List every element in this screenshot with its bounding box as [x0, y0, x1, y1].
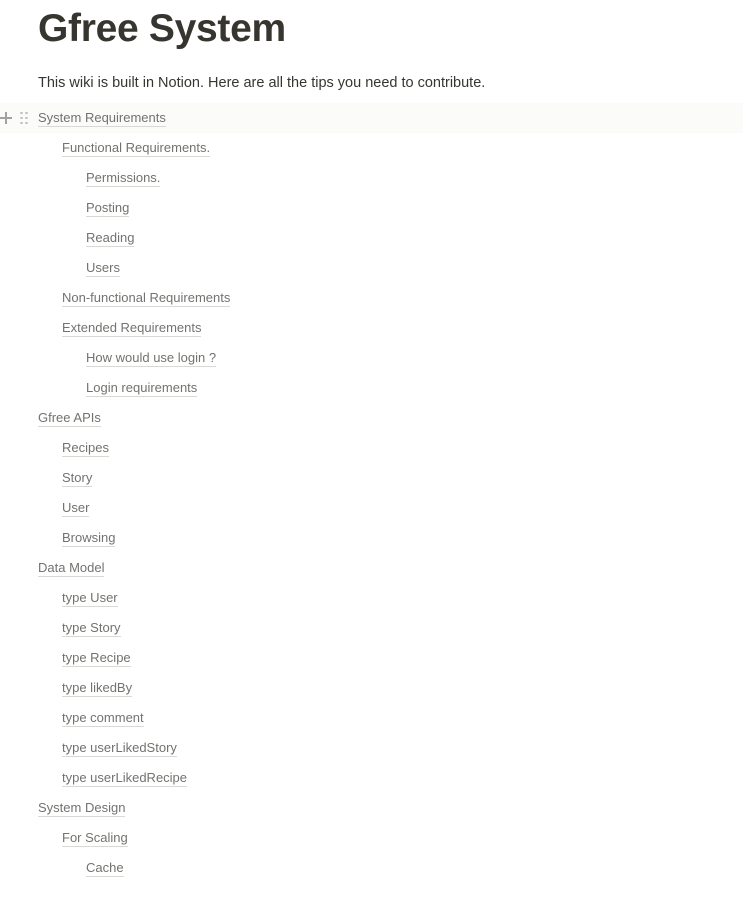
toc-link[interactable] [62, 703, 144, 733]
toc-item [0, 343, 743, 373]
toc-link[interactable] [62, 433, 109, 463]
toc-item [0, 253, 743, 283]
toc-link-label: Permissions. [86, 170, 161, 185]
toc-link-label: Non-functional Requirements [62, 290, 231, 305]
toc-link[interactable] [62, 523, 115, 553]
toc-link[interactable] [38, 403, 101, 433]
toc-link[interactable] [62, 733, 177, 763]
toc-item [0, 193, 743, 223]
toc-link-label: Recipes [62, 440, 109, 455]
toc-link-label: type User [62, 590, 118, 605]
toc-link-label: Cache [86, 860, 124, 875]
toc-link-label: Reading [86, 230, 135, 245]
toc-item [0, 703, 743, 733]
table-of-contents [0, 103, 743, 883]
toc-link-label: User [62, 500, 90, 515]
toc-link-label: type likedBy [62, 680, 133, 695]
toc-item [0, 853, 743, 883]
toc-link-label: System Design [38, 800, 126, 815]
toc-link-label: For Scaling [62, 830, 128, 845]
toc-item [0, 283, 743, 313]
toc-link[interactable] [62, 313, 201, 343]
toc-item [0, 643, 743, 673]
toc-item [0, 613, 743, 643]
toc-link[interactable] [62, 133, 210, 163]
toc-item [0, 793, 743, 823]
toc-link[interactable] [86, 193, 129, 223]
toc-link[interactable] [86, 163, 160, 193]
toc-link-label: Gfree APIs [38, 410, 101, 425]
toc-link-label: Browsing [62, 530, 116, 545]
toc-link-label: Users [86, 260, 120, 275]
plus-icon[interactable] [0, 112, 12, 124]
toc-item [0, 823, 743, 853]
toc-link-label: type Recipe [62, 650, 131, 665]
toc-item [0, 433, 743, 463]
toc-item [0, 163, 743, 193]
toc-link-label: How would use login ? [86, 350, 217, 365]
toc-link-label: type Story [62, 620, 121, 635]
toc-link-label: Login requirements [86, 380, 198, 395]
toc-item [0, 763, 743, 793]
toc-link[interactable] [62, 493, 89, 523]
toc-item [0, 553, 743, 583]
toc-link[interactable] [62, 673, 132, 703]
toc-item [0, 103, 743, 133]
toc-item [0, 373, 743, 403]
toc-link[interactable] [86, 253, 120, 283]
toc-item [0, 313, 743, 343]
toc-item [0, 493, 743, 523]
toc-link[interactable] [38, 793, 125, 823]
toc-link[interactable] [62, 583, 118, 613]
toc-link[interactable] [38, 103, 166, 133]
block-controls [0, 103, 28, 133]
toc-link[interactable] [38, 553, 104, 583]
toc-item [0, 523, 743, 553]
toc-item [0, 673, 743, 703]
toc-link[interactable] [86, 343, 216, 373]
toc-link-label: Extended Requirements [62, 320, 202, 335]
toc-item [0, 583, 743, 613]
toc-link-label: type comment [62, 710, 144, 725]
page-title: Gfree System [38, 7, 286, 50]
toc-link-label: Data Model [38, 560, 105, 575]
toc-item [0, 463, 743, 493]
toc-link[interactable] [62, 643, 131, 673]
toc-link-label: Posting [86, 200, 130, 215]
toc-link[interactable] [86, 373, 197, 403]
toc-link[interactable] [86, 223, 134, 253]
toc-link-label: type userLikedRecipe [62, 770, 188, 785]
drag-handle-icon[interactable] [20, 112, 28, 125]
toc-link-label: System Requirements [38, 110, 166, 125]
toc-link-label: Functional Requirements. [62, 140, 211, 155]
toc-link-label: Story [62, 470, 93, 485]
toc-item [0, 403, 743, 433]
toc-link[interactable] [62, 613, 121, 643]
intro-text: This wiki is built in Notion. Here are all the tips you need to contribute. [38, 75, 486, 91]
toc-item [0, 133, 743, 163]
toc-link-label: type userLikedStory [62, 740, 177, 755]
toc-link[interactable] [62, 763, 187, 793]
toc-link[interactable] [86, 853, 124, 883]
toc-item [0, 223, 743, 253]
toc-link[interactable] [62, 823, 128, 853]
toc-link[interactable] [62, 283, 230, 313]
toc-link[interactable] [62, 463, 92, 493]
toc-item [0, 733, 743, 763]
